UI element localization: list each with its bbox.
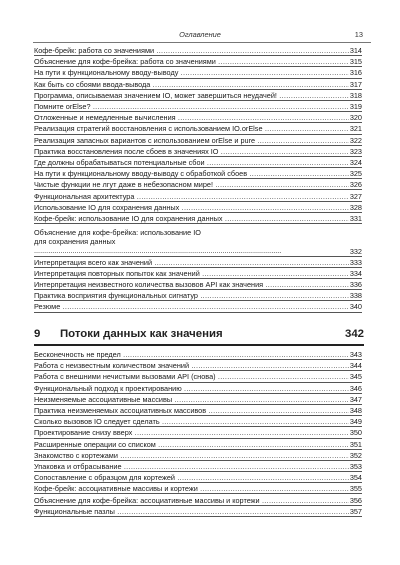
- running-header: [0, 0, 400, 48]
- toc-entry[interactable]: [34, 112, 362, 123]
- toc-entry-page: 319: [349, 102, 362, 112]
- toc-entry-page: 327: [349, 191, 362, 201]
- toc-entry-page: 314: [349, 46, 362, 56]
- toc-entry-title: Кофе-брейк: работа со значениями .....: [34, 46, 349, 55]
- toc-entry-page: 356: [349, 495, 362, 505]
- toc-entry[interactable]: [34, 157, 362, 168]
- toc-entry-title: Функциональный подход к проектированию .....: [34, 384, 349, 393]
- toc-entry[interactable]: [34, 227, 362, 257]
- toc-entry-page: 318: [349, 90, 362, 100]
- toc-entry[interactable]: [34, 349, 362, 360]
- toc-entry[interactable]: [34, 179, 362, 190]
- toc-entry-title: Объяснение для кофе-брейка: работа со значениями .....: [34, 57, 349, 66]
- toc-entry[interactable]: [34, 461, 362, 472]
- toc-entry[interactable]: [34, 90, 362, 101]
- toc-entry-title: Кофе-брейк: ассоциативные массивы и кортежи .....: [34, 484, 349, 493]
- toc-entry-title: Работа с неизвестным количеством значений .....: [34, 361, 349, 370]
- toc-entry-title: Проектирование снизу вверх .....: [34, 428, 349, 437]
- toc-entry[interactable]: [34, 383, 362, 394]
- toc-entry[interactable]: [34, 279, 362, 290]
- toc-section-continued-2: [34, 257, 362, 313]
- toc-entry-page: 320: [349, 113, 362, 123]
- toc-entry[interactable]: [34, 439, 362, 450]
- toc-entry[interactable]: [34, 416, 362, 427]
- toc-entry[interactable]: [34, 135, 362, 146]
- toc-entry-page: 315: [349, 57, 362, 67]
- toc-entry[interactable]: [34, 101, 362, 112]
- toc-entry[interactable]: [34, 472, 362, 483]
- page-number: 13: [354, 30, 363, 39]
- toc-entry-title: Как быть со сбоями ввода-вывода .....: [34, 80, 349, 89]
- toc-entry-title: Объяснение для кофе-брейка: использование IO для сохранения данных .....: [34, 228, 349, 256]
- toc-entry-page: 331: [349, 213, 362, 223]
- toc-entry[interactable]: [34, 45, 362, 56]
- toc-entry-title: Неизменяемые ассоциативные массивы .....: [34, 395, 349, 404]
- toc-entry-page: 333: [349, 257, 362, 267]
- toc-entry-title: Работа с внешними нечистыми вызовами API (снова) .....: [34, 372, 349, 381]
- toc-entry[interactable]: [34, 146, 362, 157]
- toc-entry-page: 317: [349, 79, 362, 89]
- toc-entry-page: 354: [349, 473, 362, 483]
- toc-entry[interactable]: [34, 301, 362, 312]
- toc-entry-title: Расширенные операции со списком .....: [34, 440, 349, 449]
- toc-entry-title: Где должны обрабатываться потенциальные сбои .....: [34, 158, 349, 167]
- toc-entry-title: Практика неизменяемых ассоциативных массивов .....: [34, 406, 349, 415]
- toc-entry[interactable]: [34, 168, 362, 179]
- toc-entry-page: 357: [349, 506, 362, 516]
- toc-entry[interactable]: [34, 67, 362, 78]
- toc-entry[interactable]: [34, 190, 362, 201]
- toc-entry-title: Помните orElse? .....: [34, 102, 349, 111]
- toc-entry-title: Кофе-брейк: использование IO для сохранения данных .....: [34, 214, 349, 223]
- toc-entry-title: Сопоставление с образцом для кортежей .....: [34, 473, 349, 482]
- toc-entry-page: 323: [349, 146, 362, 156]
- toc-entry-title: Чистые функции не лгут даже в небезопасном мире! .....: [34, 180, 349, 189]
- toc-entry[interactable]: [34, 202, 362, 213]
- toc-entry-page: 343: [349, 350, 362, 360]
- chapter-divider: [34, 344, 364, 346]
- toc-entry-title: Практика восстановления после сбоев в значениях IO .....: [34, 147, 349, 156]
- toc-entry[interactable]: [34, 360, 362, 371]
- toc-entry-page: 340: [349, 302, 362, 312]
- toc-entry[interactable]: [34, 483, 362, 494]
- toc-entry[interactable]: [34, 405, 362, 416]
- header-divider: [33, 42, 371, 43]
- toc-entry-page: 325: [349, 169, 362, 179]
- toc-entry-page: 332: [349, 246, 362, 256]
- running-header-title: Оглавление: [179, 30, 221, 39]
- toc-entry-title: На пути к функциональному вводу-выводу с обработкой сбоев .....: [34, 169, 349, 178]
- toc-entry[interactable]: [34, 123, 362, 134]
- toc-entry-page: 322: [349, 135, 362, 145]
- toc-entry-page: 346: [349, 383, 362, 393]
- toc-entry-page: 328: [349, 202, 362, 212]
- toc-entry-page: 349: [349, 417, 362, 427]
- toc-entry-title: Резюме .....: [34, 302, 349, 311]
- toc-entry-title: Реализация запасных вариантов с использованием orElse и pure .....: [34, 136, 349, 145]
- toc-entry[interactable]: [34, 290, 362, 301]
- toc-entry-title: Бесконечность не предел .....: [34, 350, 349, 359]
- toc-entry-page: 352: [349, 450, 362, 460]
- toc-entry[interactable]: [34, 213, 362, 224]
- toc-entry-title: Сколько вызовов IO следует сделать .....: [34, 417, 349, 426]
- toc-entry[interactable]: [34, 371, 362, 382]
- toc-entry-title: Знакомство с кортежами .....: [34, 451, 349, 460]
- toc-entry-page: 348: [349, 406, 362, 416]
- toc-chapter-9-entries: [34, 349, 362, 517]
- toc-entry-title: На пути к функциональному вводу-выводу .....: [34, 68, 349, 77]
- toc-entry[interactable]: [34, 79, 362, 90]
- toc-entry-title: Объяснение для кофе-брейка: ассоциативные массивы и кортежи .....: [34, 496, 349, 505]
- toc-entry-page: 353: [349, 461, 362, 471]
- toc-entry-title: Упаковка и отбрасывание .....: [34, 462, 349, 471]
- toc-entry-title: Реализация стратегий восстановления с использованием IO.orElse .....: [34, 124, 349, 133]
- toc-entry-page: 338: [349, 291, 362, 301]
- toc-entry[interactable]: [34, 450, 362, 461]
- toc-entry-title: Функциональная архитектура .....: [34, 192, 349, 201]
- toc-entry-title: Практика восприятия функциональных сигнатур .....: [34, 291, 349, 300]
- toc-entry-title: Отложенные и немедленные вычисления .....: [34, 113, 349, 122]
- chapter-title: Потоки данных как значения: [60, 328, 223, 340]
- chapter-number: 9: [34, 328, 41, 340]
- toc-entry[interactable]: [34, 494, 362, 505]
- toc-entry-page: 324: [349, 157, 362, 167]
- toc-entry[interactable]: [34, 394, 362, 405]
- toc-entry-page: 351: [349, 439, 362, 449]
- chapter-page: 342: [344, 328, 364, 340]
- toc-entry-title: Функциональные пазлы .....: [34, 507, 349, 516]
- toc-entry[interactable]: [34, 56, 362, 67]
- toc-entry-title: Интерпретация повторных попыток как значений .....: [34, 269, 349, 278]
- toc-entry-title: Использование IO для сохранения данных .....: [34, 203, 349, 212]
- toc-entry[interactable]: [34, 257, 362, 268]
- toc-entry-page: 336: [349, 280, 362, 290]
- toc-entry-page: 345: [349, 372, 362, 382]
- toc-entry-page: 355: [349, 484, 362, 494]
- toc-entry-page: 326: [349, 180, 362, 190]
- toc-entry-page: 344: [349, 361, 362, 371]
- toc-entry[interactable]: [34, 427, 362, 438]
- toc-entry-page: 321: [349, 124, 362, 134]
- toc-entry-page: 350: [349, 428, 362, 438]
- toc-entry-title: Программа, описываемая значением IO, может завершиться неудачей! .....: [34, 91, 349, 100]
- toc-section-continued-tall: [34, 227, 362, 257]
- toc-entry-title: Интерпретация всего как значений .....: [34, 258, 349, 267]
- toc-entry-page: 316: [349, 68, 362, 78]
- toc-entry[interactable]: [34, 268, 362, 279]
- toc-section-continued: [34, 45, 362, 224]
- toc-entry-page: 334: [349, 268, 362, 278]
- toc-entry-title: Интерпретация неизвестного количества вызовов API как значения .....: [34, 280, 349, 289]
- toc-entry[interactable]: [34, 506, 362, 517]
- toc-entry-page: 347: [349, 394, 362, 404]
